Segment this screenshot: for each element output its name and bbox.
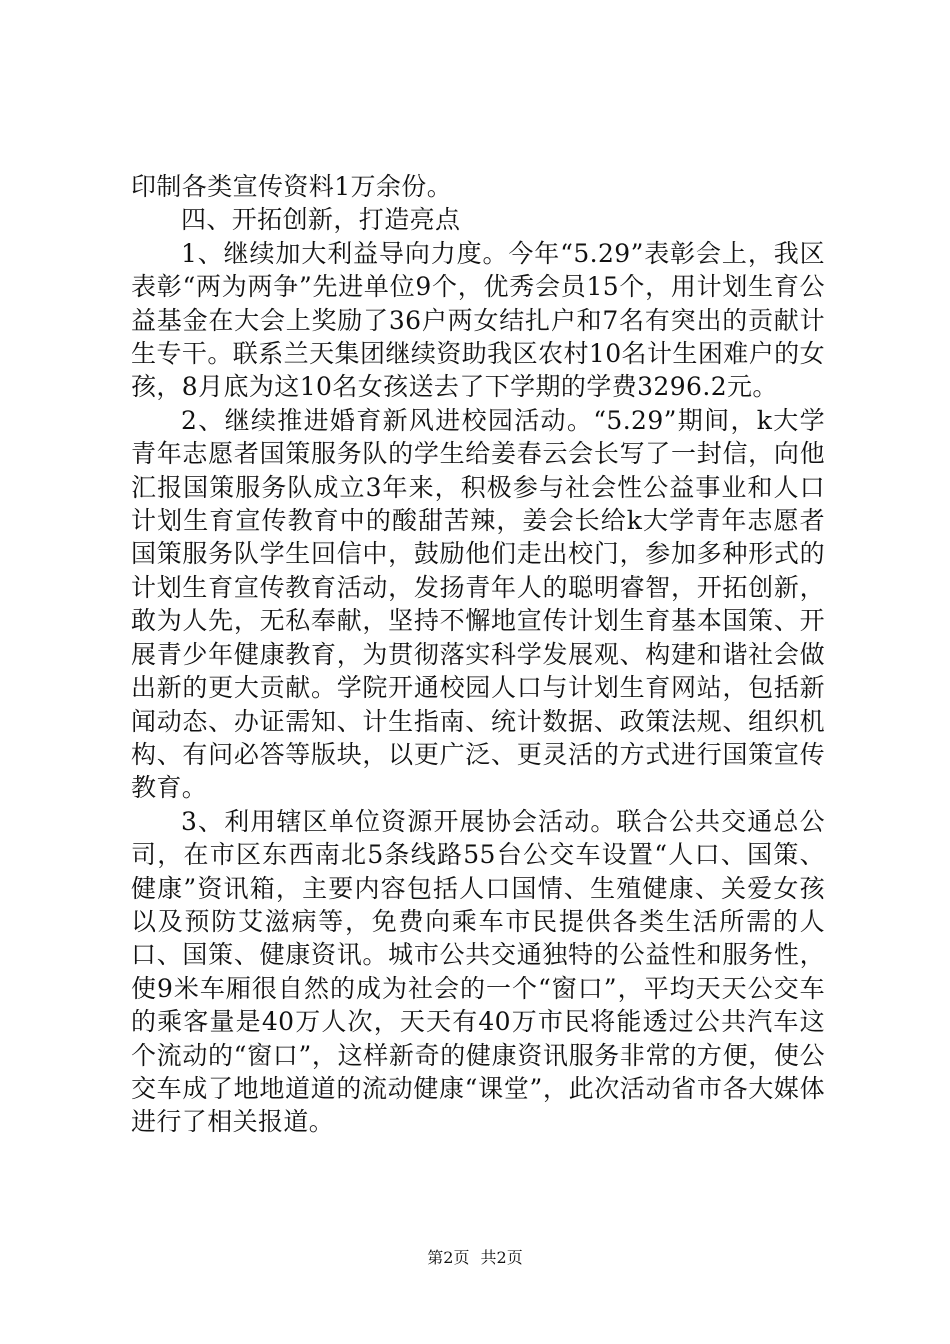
paragraph-item-1: 1、继续加大利益导向力度。今年“5.29”表彰会上，我区表彰“两为两争”先进单位9个，优秀会员15个，用计划生育公益基金在大会上奖励了36户两女结扎户和7名有突出的贡献计生专干。联系兰天集团继续资助我区农村10名计生困难户的女孩，8月底为这10名女孩送去了下学期的学费3296.2元。 — [131, 238, 825, 402]
page-total: 共2页 — [480, 1248, 523, 1267]
paragraph-continuation: 印制各类宣传资料1万余份。 — [131, 172, 453, 201]
page-number: 第2页 — [427, 1248, 470, 1267]
paragraph-item-2: 2、继续推进婚育新风进校园活动。“5.29”期间，k大学青年志愿者国策服务队的学生给姜春云会长写了一封信，向他汇报国策服务队成立3年来，积极参与社会性公益事业和人口计划生育宣传教育中的酸甜苦辣，姜会长给k大学青年志愿者国策服务队学生回信中，鼓励他们走出校门，参加多种形式的计划生育宣传教育活动，发扬青年人的聪明睿智，开拓创新，敢为人先，无私奉献，坚持不懈地宣传计划生育基本国策、开展青少年健康教育，为贯彻落实科学发展观、构建和谐社会做出新的更大贡献。学院开通校园人口与计划生育网站，包括新闻动态、办证需知、计生指南、统计数据、政策法规、组织机构、有问必答等版块，以更广泛、更灵活的方式进行国策宣传教育。 — [131, 405, 825, 803]
page-footer — [0, 1248, 950, 1268]
document-body — [131, 170, 825, 1139]
paragraph-item-3: 3、利用辖区单位资源开展协会活动。联合公共交通总公司，在市区东西南北5条线路55台公交车设置“人口、国策、健康”资讯箱，主要内容包括人口国情、生殖健康、关爱女孩以及预防艾滋病等，免费向乘车市民提供各类生活所需的人口、国策、健康资讯。城市公共交通独特的公益性和服务性，使9米车厢很自然的成为社会的一个“窗口”，平均天天公交车的乘客量是40万人次，天天有40万市民将能透过公共汽车这个流动的“窗口”，这样新奇的健康资讯服务非常的方便，使公交车成了地地道道的流动健康“课堂”，此次活动省市各大媒体进行了相关报道。 — [131, 806, 825, 1137]
section-heading: 四、开拓创新，打造亮点 — [181, 205, 461, 235]
